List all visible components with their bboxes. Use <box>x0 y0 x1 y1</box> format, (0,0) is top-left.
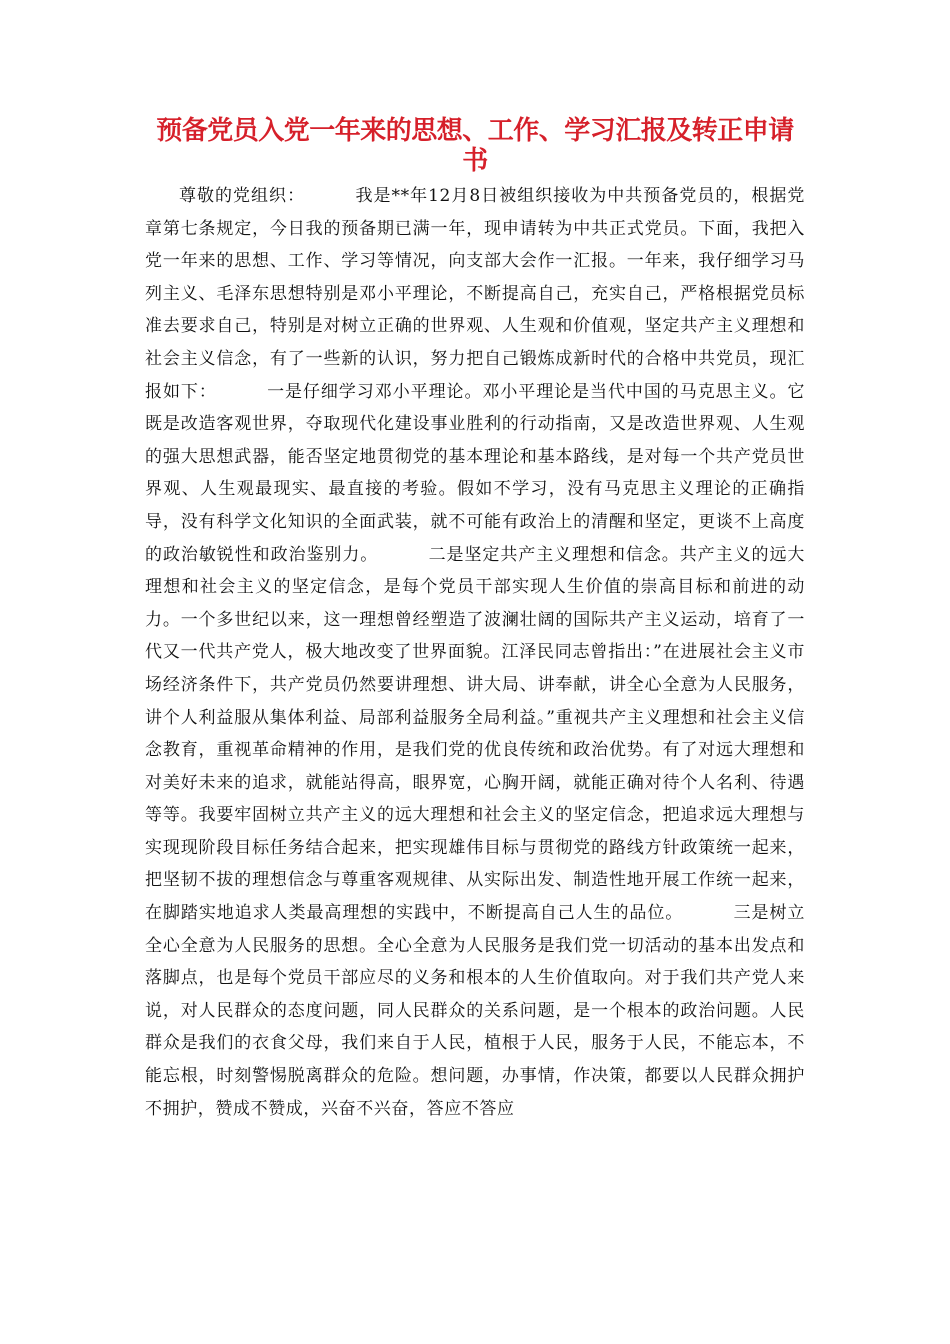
document-body <box>145 180 805 1125</box>
document-page <box>145 116 805 1125</box>
paragraph-point-one: 一是仔细学习邓小平理论。邓小平理论是当代中国的马克思主义。它既是改造客观世界，夺取现代化建设事业胜利的行动指南，又是改造世界观、人生观的强大思想武器，能否坚定地贯彻党的基本理论和基本路线，是对每一个共产党员世界观、人生观最现实、最直接的考验。假如不学习，没有马克思主义理论的正确指导，没有科学文化知识的全面武装，就不可能有政治上的清醒和坚定，更谈不上高度的政治敏锐性和政治鉴别力。 <box>145 381 805 565</box>
paragraph-point-three: 三是树立全心全意为人民服务的思想。全心全意为人民服务是我们党一切活动的基本出发点和落脚点，也是每个党员干部应尽的义务和根本的人生价值取向。对于我们共产党人来说，对人民群众的态度问题，同人民群众的关系问题，是一个根本的政治问题。人民群众是我们的衣食父母，我们来自于人民，植根于人民，服务于人民，不能忘本，不能忘根，时刻警惕脱离群众的危险。想问题，办事情，作决策，都要以人民群众拥护不拥护，赞成不赞成，兴奋不兴奋，答应不答应 <box>145 903 805 1119</box>
paragraph-overview: 一年来，我仔细学习马列主义、毛泽东思想特别是邓小平理论，不断提高自己，充实自己，严格根据党员标准去要求自己，特别是对树立正确的世界观、人生观和价值观，坚定共产主义理想和社会主义信念，有了一些新的认识，努力把自己锻炼成新时代的合格中共党员，现汇报如下： <box>145 251 805 402</box>
document-title: 预备党员入党一年来的思想、工作、学习汇报及转正申请书 <box>156 116 794 176</box>
paragraph-intro: 我是**年12月8日被组织接收为中共预备党员的，根据党章第七条规定，今日我的预备期已满一年，现申请转为中共正式党员。下面，我把入党一年来的思想、工作、学习等情况，向支部大会作一汇报。 <box>145 186 805 272</box>
paragraph-point-two: 二是坚定共产主义理想和信念。共产主义的远大理想和社会主义的坚定信念，是每个党员干部实现人生价值的崇高目标和前进的动力。一个多世纪以来，这一理想曾经塑造了波澜壮阔的国际共产主义运动，培育了一代又一代共产党人，极大地改变了世界面貌。江泽民同志曾指出：”在进展社会主义市场经济条件下，共产党员仍然要讲理想、讲大局、讲奉献，讲全心全意为人民服务，讲个人利益服从集体利益、局部利益服务全局利益。”重视共产主义理想和社会主义信念教育，重视革命精神的作用，是我们党的优良传统和政治优势。有了对远大理想和对美好未来的追求，就能站得高，眼界宽，心胸开阔，就能正确对待个人名利、待遇等等。我要牢固树立共产主义的远大理想和社会主义的坚定信念，把追求远大理想与实现现阶段目标任务结合起来，把实现雄伟目标与贯彻党的路线方针政策统一起来，把坚韧不拔的理想信念与尊重客观规律、从实际出发、制造性地开展工作统一起来，在脚踏实地追求人类最高理想的实践中，不断提高自己人生的品位。 <box>145 544 805 924</box>
salutation: 尊敬的党组织： <box>179 186 306 206</box>
